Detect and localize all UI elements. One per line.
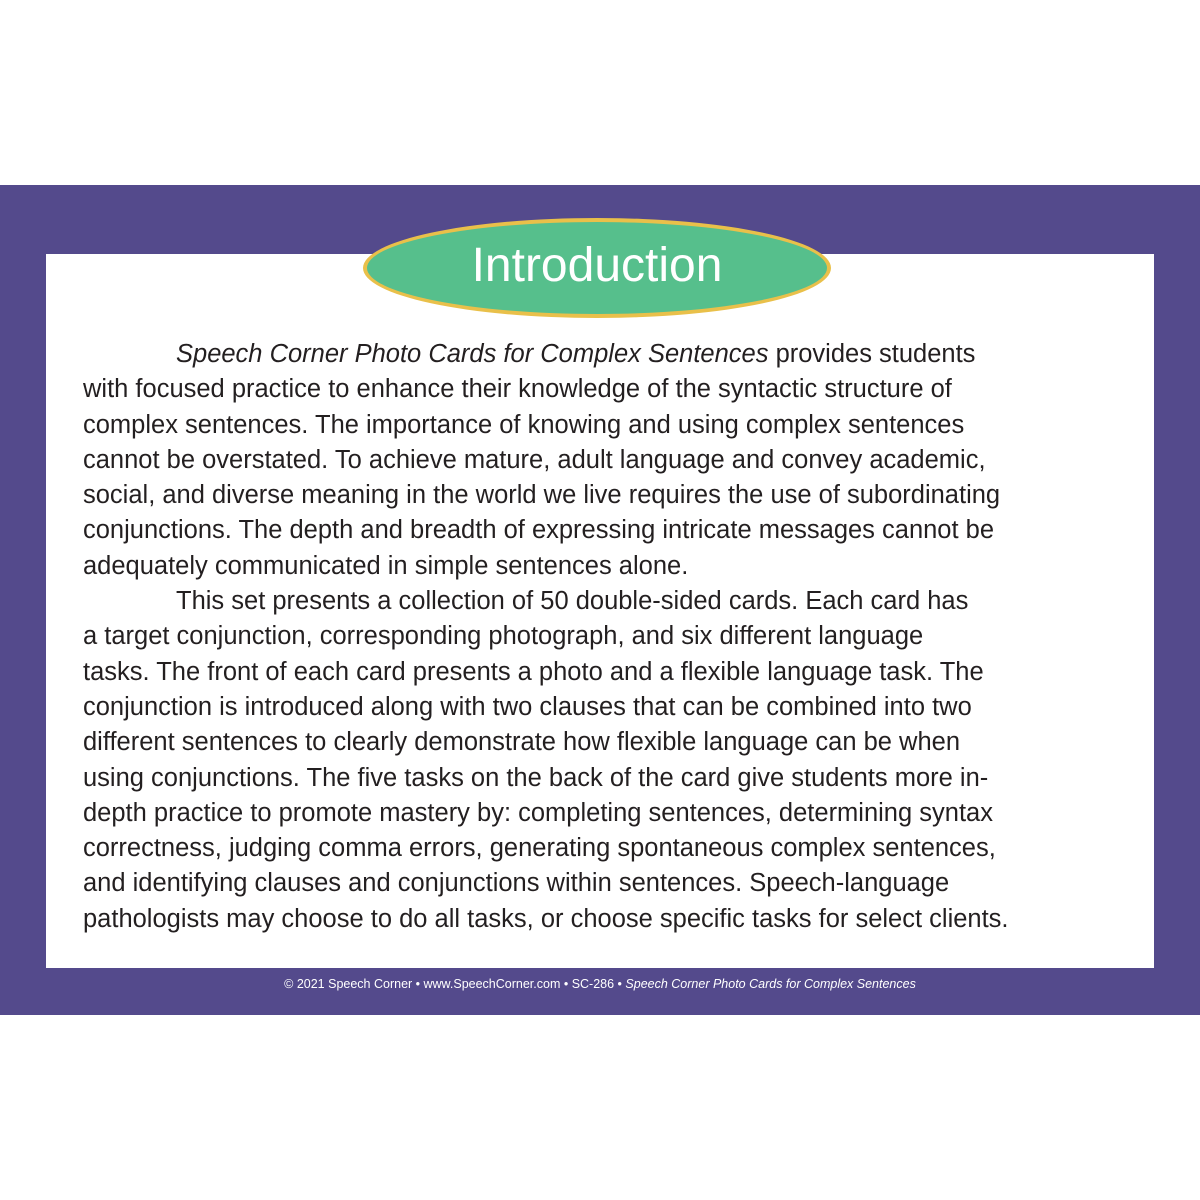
paragraph-2-line: correctness, judging comma errors, generating spontaneous complex sentences,: [83, 834, 996, 863]
book-title: Speech Corner Photo Cards for Complex Sentences: [176, 340, 769, 368]
paragraph-2-line: tasks. The front of each card presents a photo and a flexible language task. The: [83, 657, 984, 686]
paragraph-1-line: with focused practice to enhance their knowledge of the syntactic structure of: [83, 375, 952, 404]
title-badge: [363, 218, 831, 318]
paragraph-2-line: a target conjunction, corresponding photograph, and six different language: [83, 622, 924, 651]
copyright-footer: [0, 976, 1200, 992]
paragraph-1-line: complex sentences. The importance of knowing and using complex sentences: [83, 410, 965, 439]
paragraph-2-line: conjunction is introduced along with two clauses that can be combined into two: [83, 692, 972, 721]
footer-book-title: Speech Corner Photo Cards for Complex Sentences: [625, 977, 916, 991]
paragraph-2-line: depth practice to promote mastery by: completing sentences, determining syntax: [83, 798, 993, 827]
paragraph-1-line: adequately communicated in simple sentences alone.: [83, 551, 689, 580]
paragraph-2-line: using conjunctions. The five tasks on the back of the card give students more in-: [83, 763, 989, 792]
paragraph-1-line: conjunctions. The depth and breadth of expressing intricate messages cannot be: [83, 516, 995, 545]
paragraph-1-line: social, and diverse meaning in the world we live requires the use of subordinating: [83, 481, 1001, 510]
paragraph-2-line: and identifying clauses and conjunctions within sentences. Speech-language: [83, 869, 950, 898]
page-title: Introduction: [471, 239, 723, 292]
paragraph-2-line: This set presents a collection of 50 double-sided cards. Each card has: [176, 587, 969, 616]
paragraph-2-line: pathologists may choose to do all tasks, or choose specific tasks for select clients.: [83, 904, 1009, 933]
paragraph-1-first-line: [83, 337, 1123, 372]
paragraph-1-line: cannot be overstated. To achieve mature, adult language and convey academic,: [83, 445, 986, 474]
introduction-body: [83, 337, 1123, 937]
paragraph-1-line-1-text: provides students: [768, 340, 976, 368]
paragraph-2-line: different sentences to clearly demonstrate how flexible language can be when: [83, 728, 960, 757]
footer-text: © 2021 Speech Corner • www.SpeechCorner.com • SC-286 •: [284, 977, 626, 991]
